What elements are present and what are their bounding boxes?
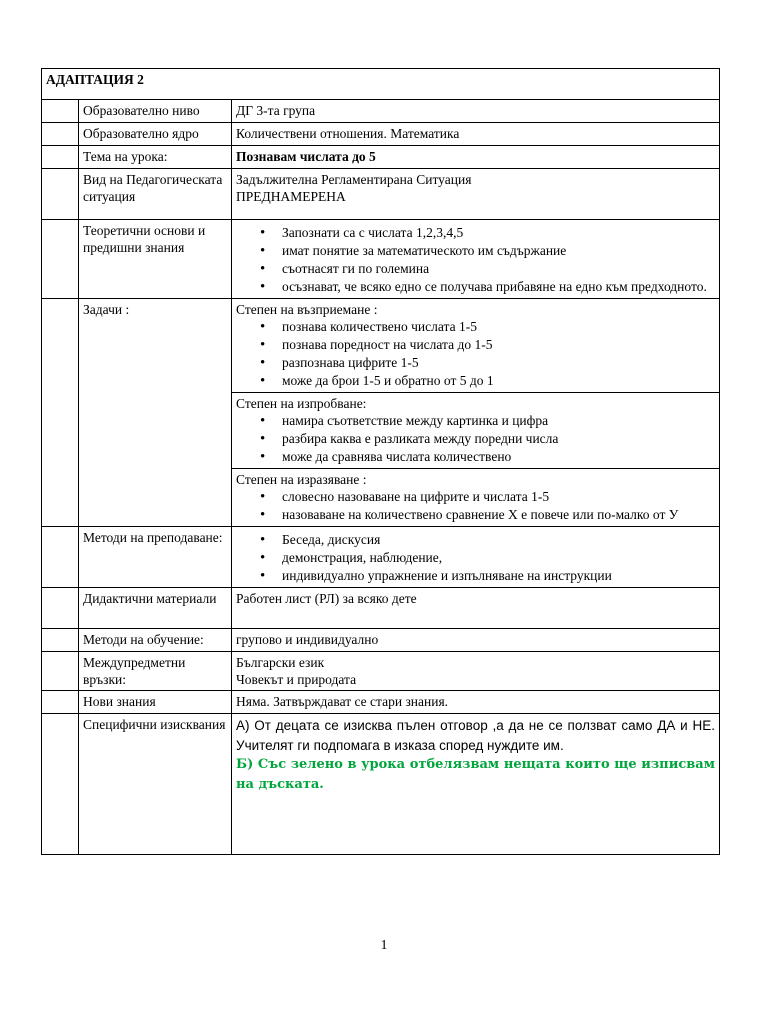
row-materials xyxy=(42,588,720,629)
list-item: • имат понятие за математическото им съдържание xyxy=(236,242,715,260)
label-cell: Образователно ядро xyxy=(79,123,232,146)
list-item: • индивидуално упражнение и изпълняване на инструкции xyxy=(236,567,715,585)
page-number: 1 xyxy=(380,938,388,953)
index-cell xyxy=(42,123,79,146)
label-cell: Тема на урока: xyxy=(79,146,232,169)
label-cell: Междупредметни връзки: xyxy=(79,652,232,691)
index-cell xyxy=(42,527,79,588)
list-item: • Запознати са с числата 1,2,3,4,5 xyxy=(236,224,715,242)
list-item: • познава количествено числата 1-5 xyxy=(236,318,715,336)
list-item: • назоваване на количествено сравнение Х е повече или по-малко от У xyxy=(236,506,715,524)
label-cell: Задачи : xyxy=(79,299,232,527)
value-cell xyxy=(232,527,720,588)
index-cell xyxy=(42,100,79,123)
tasks-list xyxy=(236,412,715,466)
label-cell: Специфични изисквания xyxy=(79,714,232,855)
situation-line: ПРЕДНАМЕРЕНА xyxy=(236,189,346,204)
theory-list xyxy=(236,224,715,296)
index-cell xyxy=(42,169,79,220)
value-cell: Няма. Затвърждават се стари знания. xyxy=(232,691,720,714)
value-cell xyxy=(232,169,720,220)
value-cell xyxy=(232,714,720,855)
row-new-knowledge xyxy=(42,691,720,714)
value-cell: групово и индивидуално xyxy=(232,629,720,652)
list-item: • познава поредност на числата до 1-5 xyxy=(236,336,715,354)
methods-list xyxy=(236,531,715,585)
lesson-plan-table xyxy=(41,68,720,855)
label-cell: Методи на преподаване: xyxy=(79,527,232,588)
row-core xyxy=(42,123,720,146)
list-item: • разпознава цифрите 1-5 xyxy=(236,354,715,372)
value-cell: ДГ 3-та група xyxy=(232,100,720,123)
interdisciplinary-line: Български език xyxy=(236,655,325,670)
list-item: • разбира каква е разликата между поредни числа xyxy=(236,430,715,448)
list-item: • намира съответствие между картинка и цифра xyxy=(236,412,715,430)
label-cell: Нови знания xyxy=(79,691,232,714)
label-cell: Теоретични основи и предишни знания xyxy=(79,220,232,299)
tasks-group-1 xyxy=(232,299,720,393)
tasks-group-3 xyxy=(232,469,720,527)
value-cell: Количествени отношения. Математика xyxy=(232,123,720,146)
row-situation xyxy=(42,169,720,220)
topic-value: Познавам числата до 5 xyxy=(232,146,720,169)
label-cell: Образователно ниво xyxy=(79,100,232,123)
list-item: • осъзнават, че всяко едно се получава прибавяне на едно към предходното. xyxy=(236,278,715,296)
index-cell xyxy=(42,652,79,691)
list-item: • може да сравнява числата количествено xyxy=(236,448,715,466)
tasks-list xyxy=(236,488,715,524)
index-cell xyxy=(42,691,79,714)
interdisciplinary-line: Човекът и природата xyxy=(236,672,357,687)
tasks-group-heading: Степен на изразяване : xyxy=(236,472,367,487)
row-methods-learning xyxy=(42,629,720,652)
label-cell: Вид на Педагогическата ситуация xyxy=(79,169,232,220)
tasks-list xyxy=(236,318,715,390)
requirements-text-b: Б) Със зелено в урока отбелязвам нещата които ще изписвам на дъската. xyxy=(236,757,715,792)
row-level xyxy=(42,100,720,123)
row-theory xyxy=(42,220,720,299)
situation-line: Задължителна Регламентирана Ситуация xyxy=(236,172,472,187)
row-topic xyxy=(42,146,720,169)
label-cell: Дидактични материали xyxy=(79,588,232,629)
index-cell xyxy=(42,220,79,299)
tasks-group-2 xyxy=(232,393,720,469)
index-cell xyxy=(42,146,79,169)
value-cell xyxy=(232,220,720,299)
list-item: • словесно назоваване на цифрите и числата 1-5 xyxy=(236,488,715,506)
list-item: • Беседа, дискусия xyxy=(236,531,715,549)
index-cell xyxy=(42,588,79,629)
tasks-group-heading: Степен на възприемане : xyxy=(236,302,378,317)
requirements-text-a: А) От децата се изисква пълен отговор ,а да не се ползват само ДА и НЕ. Учителят ги подпомага в изказа според нуждите им. xyxy=(236,718,715,753)
row-requirements xyxy=(42,714,720,855)
list-item: • демонстрация, наблюдение, xyxy=(236,549,715,567)
value-cell xyxy=(232,652,720,691)
index-cell xyxy=(42,629,79,652)
list-item: • съотнасят ги по големина xyxy=(236,260,715,278)
index-cell xyxy=(42,299,79,527)
row-interdisciplinary xyxy=(42,652,720,691)
tasks-group-heading: Степен на изпробване: xyxy=(236,396,367,411)
index-cell xyxy=(42,714,79,855)
row-methods-teaching xyxy=(42,527,720,588)
list-item: • може да брои 1-5 и обратно от 5 до 1 xyxy=(236,372,715,390)
document-title: АДАПТАЦИЯ 2 xyxy=(42,69,720,100)
label-cell: Методи на обучение: xyxy=(79,629,232,652)
value-cell: Работен лист (РЛ) за всяко дете xyxy=(232,588,720,629)
row-tasks-1 xyxy=(42,299,720,393)
